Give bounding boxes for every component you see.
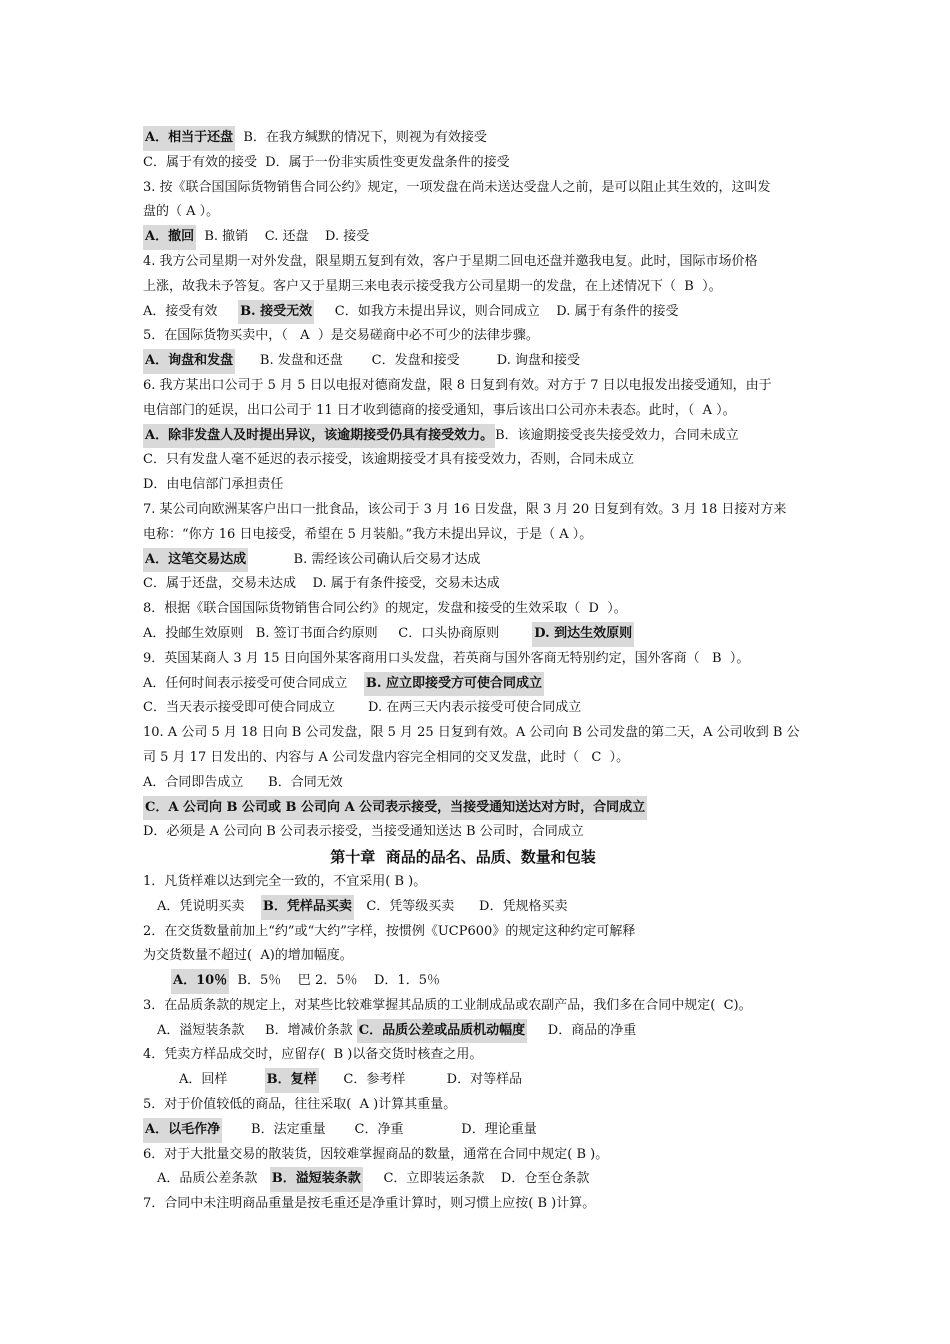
- answer-highlight: A．除非发盘人及时提出异议，该逾期接受仍具有接受效力。: [143, 424, 495, 449]
- text-line: [143, 374, 813, 399]
- text-line: [143, 1019, 813, 1044]
- text-line: [143, 1192, 813, 1217]
- text-line: [143, 324, 813, 349]
- text-line: [143, 870, 813, 895]
- text-line: [143, 994, 813, 1019]
- text-line: [143, 523, 813, 548]
- text-segment: B. 发盘和还盘 C．发盘和接受 D. 询盘和接受: [235, 353, 580, 369]
- text-line: [143, 1043, 813, 1068]
- text-segment: D．商品的净重: [527, 1022, 637, 1038]
- answer-highlight: B．溢短装条款: [270, 1167, 363, 1192]
- text-line: [143, 1167, 813, 1192]
- text-segment: 为交货数量不超过( A)的增加幅度。: [143, 948, 353, 964]
- text-segment: 盘的（ A ）。: [143, 204, 220, 220]
- text-line: [143, 895, 813, 920]
- text-line: [143, 498, 813, 523]
- text-segment: 上涨，故我未予答复。客户又于星期三来电表示接受我方公司星期一的发盘，在上述情况下（ B ）。: [143, 278, 722, 294]
- answer-highlight: A．相当于还盘: [143, 126, 235, 151]
- answer-highlight: D. 到达生效原则: [532, 622, 634, 647]
- text-segment: 4．凭卖方样品成交时，应留存( B )以备交货时核查之用。: [143, 1047, 483, 1063]
- text-line: [143, 746, 813, 771]
- text-segment: 3. 按《联合国国际货物销售合同公约》规定，一项发盘在尚未送达受盘人之前，是可以阻止其生效的，这叫发: [143, 179, 771, 195]
- text-segment: D．由电信部门承担责任: [143, 477, 284, 493]
- text-segment: 8．根据《联合国国际货物销售合同公约》的规定，发盘和接受的生效采取（ D ）。: [143, 601, 627, 617]
- text-line: [143, 1068, 813, 1093]
- text-segment: 1．凡货样难以达到完全一致的，不宜采用( B )。: [143, 873, 427, 889]
- text-line: [143, 548, 813, 573]
- text-line: [143, 424, 813, 449]
- text-segment: A．品质公差条款: [157, 1171, 270, 1187]
- text-segment: A．接受有效: [143, 303, 239, 319]
- text-line: [143, 200, 813, 225]
- text-segment: 5．对于价值较低的商品，往往采取( A )计算其重量。: [143, 1097, 457, 1113]
- text-line: [143, 250, 813, 275]
- text-segment: C．立即装运条款 D．仓至仓条款: [362, 1171, 590, 1187]
- text-segment: 7．合同中未注明商品重量是按毛重还是净重计算时，则习惯上应按( B )计算。: [143, 1196, 596, 1212]
- text-line: [143, 721, 813, 746]
- text-segment: 6．对于大批量交易的散装货，因较难掌握商品的数量，通常在合同中规定( B )。: [143, 1146, 609, 1162]
- text-segment: 5．在国际货物买卖中，（ A ）是交易磋商中必不可少的法律步骤。: [143, 328, 539, 344]
- text-line: [143, 225, 813, 250]
- text-line: [143, 672, 813, 697]
- text-line: [143, 597, 813, 622]
- text-line: [143, 176, 813, 201]
- text-segment: C．属于还盘，交易未达成 D. 属于有条件接受，交易未达成: [143, 576, 500, 592]
- text-line: [143, 622, 813, 647]
- text-segment: C．参考样 D．对等样品: [318, 1072, 523, 1088]
- text-segment: C．如我方未提出异议，则合同成立 D. 属于有条件的接受: [314, 303, 679, 319]
- text-segment: 6. 我方某出口公司于 5 月 5 日以电报对德商发盘，限 8 日复到有效。对方于 7 日以电报发出接受通知，由于: [143, 377, 772, 393]
- answer-highlight: B．复样: [265, 1068, 319, 1093]
- text-line: [143, 647, 813, 672]
- chapter-heading: [143, 845, 813, 870]
- text-segment: B. 撤销 C. 还盘 D. 接受: [196, 229, 370, 245]
- text-segment: 第十章 商品的品名、品质、数量和包装: [330, 848, 596, 867]
- text-segment: A．任何时间表示接受可使合同成立: [143, 675, 364, 691]
- answer-highlight: B. 接受无效: [238, 300, 314, 325]
- question-list: [143, 126, 813, 1217]
- text-segment: B．该逾期接受丧失接受效力，合同未成立: [495, 427, 739, 443]
- text-segment: C．只有发盘人毫不延迟的表示接受，该逾期接受才具有接受效力，否则，合同未成立: [143, 452, 634, 468]
- text-segment: C．当天表示接受即可使合同成立 D. 在两三天内表示接受可使合同成立: [143, 700, 582, 716]
- text-line: [143, 275, 813, 300]
- text-segment: C．属于有效的接受 D．属于一份非实质性变更发盘条件的接受: [143, 154, 510, 170]
- text-segment: B. 需经该公司确认后交易才达成: [248, 551, 481, 567]
- text-segment: A．凭说明买卖: [157, 898, 261, 914]
- text-segment: 4. 我方公司星期一对外发盘，限星期五复到有效，客户于星期二回电还盘并邀我电复。此时，国际市场价格: [143, 253, 758, 269]
- text-line: [143, 349, 813, 374]
- text-line: [143, 1118, 813, 1143]
- text-segment: 电信部门的延误，出口公司于 11 日才收到德商的接受通知，事后该出口公司亦未表态。此时，（ A ）。: [143, 402, 736, 418]
- answer-highlight: A．这笔交易达成: [143, 548, 248, 573]
- text-segment: A．回样: [179, 1072, 265, 1088]
- answer-highlight: A．询盘和发盘: [143, 349, 235, 374]
- answer-highlight: A．撤回: [143, 225, 196, 250]
- text-line: [143, 572, 813, 597]
- text-segment: B．在我方缄默的情况下，则视为有效接受: [235, 130, 487, 145]
- text-segment: 电称：“你方 16 日电接受，希望在 5 月装船。”我方未提出异议，于是（ A ）。: [143, 526, 593, 542]
- text-line: [143, 1143, 813, 1168]
- text-segment: 3．在品质条款的规定上，对某些比较难掌握其品质的工业制成品或农副产品，我们多在合同中规定( C)。: [143, 997, 752, 1013]
- text-segment: A．投邮生效原则 B. 签订书面合约原则 C．口头协商原则: [143, 625, 533, 641]
- text-segment: B．5％ 巴 2．5％ D．1．5％: [229, 973, 440, 989]
- text-line: [143, 969, 813, 994]
- answer-highlight: A．10％: [171, 969, 229, 994]
- text-segment: 司 5 月 17 日发出的、内容与 A 公司发盘内容完全相同的交叉发盘，此时（ C ）。: [143, 749, 630, 765]
- answer-highlight: A．以毛作净: [143, 1118, 222, 1143]
- answer-highlight: B．凭样品买卖: [261, 895, 354, 920]
- text-line: [143, 300, 813, 325]
- text-line: [143, 944, 813, 969]
- text-line: [143, 696, 813, 721]
- answer-highlight: B. 应立即接受方可使合同成立: [364, 672, 544, 697]
- text-line: [143, 126, 813, 151]
- text-segment: 10. A 公司 5 月 18 日向 B 公司发盘，限 5 月 25 日复到有效。A 公司向 B 公司发盘的第二天，A 公司收到 B 公: [143, 725, 800, 741]
- text-line: [143, 151, 813, 176]
- text-segment: A．合同即告成立 B．合同无效: [143, 774, 343, 790]
- text-segment: 9．英国某商人 3 月 15 日向国外某客商用口头发盘，若英商与国外客商无特别约定，国外客商（ B ）。: [143, 650, 750, 666]
- answer-highlight: C．品质公差或品质机动幅度: [357, 1019, 527, 1044]
- text-line: [143, 473, 813, 498]
- text-line: [143, 1093, 813, 1118]
- text-segment: 2．在交货数量前加上“约”或“大约”字样，按惯例《UCP600》的规定这种约定可解释: [143, 923, 636, 939]
- text-line: [143, 920, 813, 945]
- text-segment: D．必须是 A 公司向 B 公司表示接受，当接受通知送达 B 公司时，合同成立: [143, 824, 584, 840]
- text-line: [143, 448, 813, 473]
- text-segment: B．法定重量 C．净重 D．理论重量: [222, 1121, 537, 1137]
- text-line: [143, 796, 813, 821]
- text-segment: A．溢短装条款 B．增减价条款: [157, 1022, 357, 1038]
- text-segment: 7. 某公司向欧洲某客户出口一批食品，该公司于 3 月 16 日发盘，限 3 月 20 日复到有效。3 月 18 日接对方来: [143, 501, 787, 517]
- text-line: [143, 399, 813, 424]
- text-line: [143, 820, 813, 845]
- text-line: [143, 771, 813, 796]
- answer-highlight: C．A 公司向 B 公司或 B 公司向 A 公司表示接受，当接受通知送达对方时，合同成立: [143, 796, 647, 821]
- text-segment: C．凭等级买卖 D．凭规格买卖: [353, 898, 568, 914]
